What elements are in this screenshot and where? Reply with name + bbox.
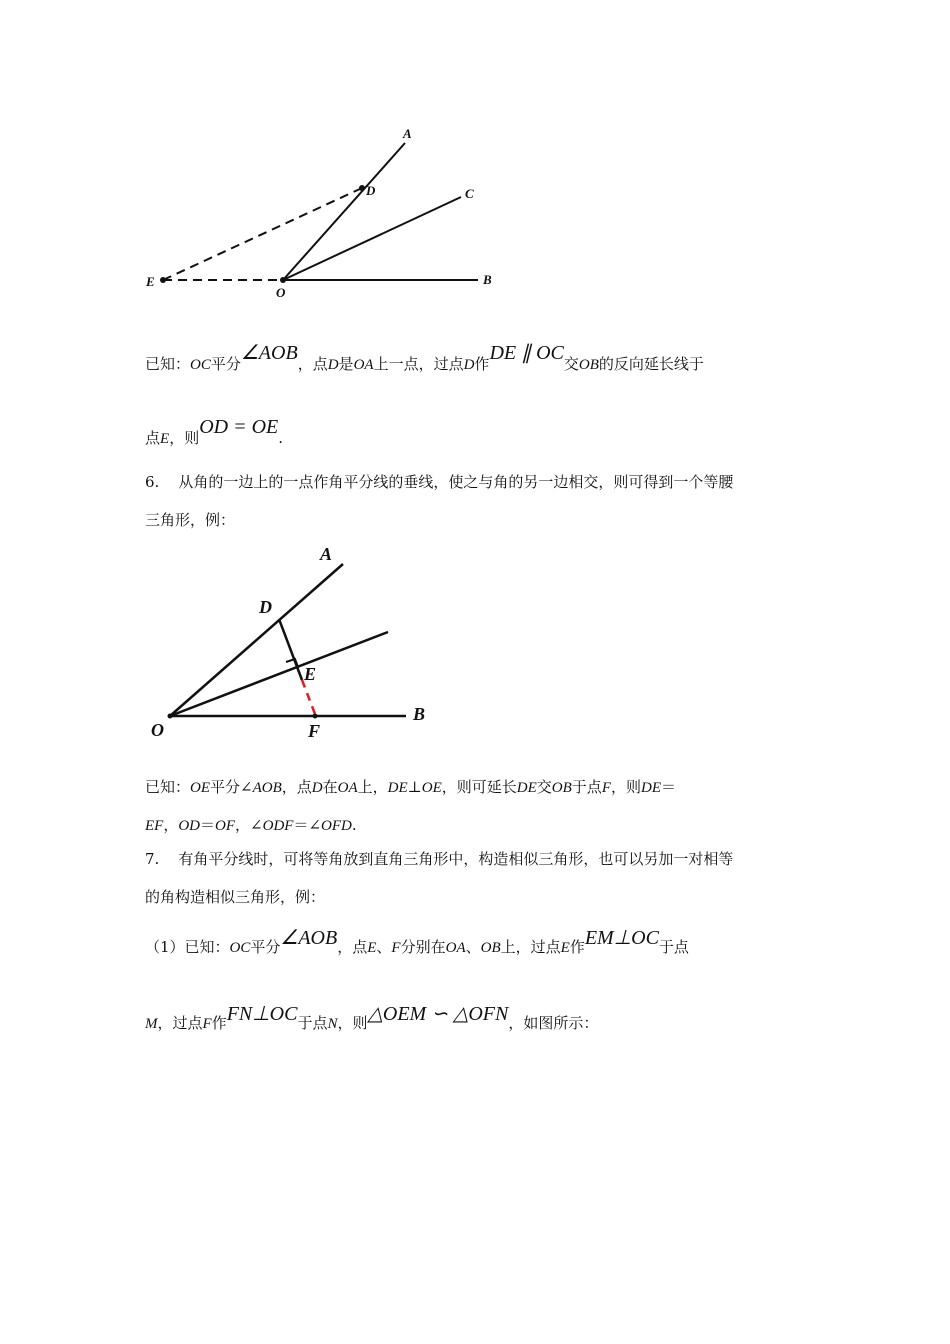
math-EM-perp-OC: EM⊥OC	[584, 927, 659, 949]
ray-OE	[170, 632, 388, 716]
label-D: D	[259, 597, 272, 617]
item7-line2: 的角构造相似三角形，例：	[145, 888, 326, 906]
label-E: E	[304, 664, 317, 684]
para5-line1: 已知：OC平分∠AOB，点D是OA上一点，过点D作DE ∥ OC交OB的反向延长线于	[145, 342, 704, 373]
label-O: O	[276, 285, 286, 300]
label-D: D	[366, 183, 376, 198]
label-C: C	[465, 186, 474, 201]
para7-line2: M，过点F作FN⊥OC于点N，则△OEM ∽ △OFN，如图所示：	[145, 1003, 599, 1032]
point-F	[313, 714, 318, 719]
para6-line1: 已知：OE平分∠AOB，点D在OA上，DE⊥OE，则可延长DE交OB于点F，则DE＝	[145, 778, 677, 796]
para7-line1: （1）已知：OC平分∠AOB，点E、F分别在OA、OB上，过点E作EM⊥OC于点	[145, 927, 689, 956]
math-DE-parallel-OC: DE ∥ OC	[489, 342, 564, 364]
item6-line1: 6. 从角的一边上的一点作角平分线的垂线，使之与角的另一边相交，则可得到一个等腰	[145, 473, 734, 491]
label-A: A	[320, 544, 333, 564]
math-OD-eq-OE: OD = OE	[199, 416, 279, 438]
math-angle-AOB: ∠AOB	[240, 342, 298, 364]
math-similar-triangles: △OEM ∽ △OFN	[367, 1003, 509, 1025]
dashed-EF	[302, 680, 315, 714]
math-angle-AOB: ∠AOB	[280, 927, 338, 949]
item7-line1: 7. 有角平分线时，可将等角放到直角三角形中，构造相似三角形，也可以另加一对相等	[145, 850, 734, 868]
point-O	[168, 714, 173, 719]
math-FN-perp-OC: FN⊥OC	[226, 1003, 298, 1025]
label-B: B	[483, 272, 492, 287]
label-F: F	[308, 721, 321, 741]
label-A: A	[403, 126, 412, 141]
item6-line2: 三角形，例：	[145, 511, 236, 529]
para6-line2: EF，OD＝OF，∠ODF＝∠OFD.	[145, 816, 357, 834]
item6-number: 6.	[145, 473, 160, 491]
ray-OA	[170, 564, 343, 716]
para5-line2: 点E，则OD = OE.	[145, 416, 284, 447]
label-B: B	[413, 704, 426, 724]
label-E: E	[146, 274, 155, 289]
item7-number: 7.	[145, 850, 160, 868]
label-O: O	[151, 720, 164, 740]
